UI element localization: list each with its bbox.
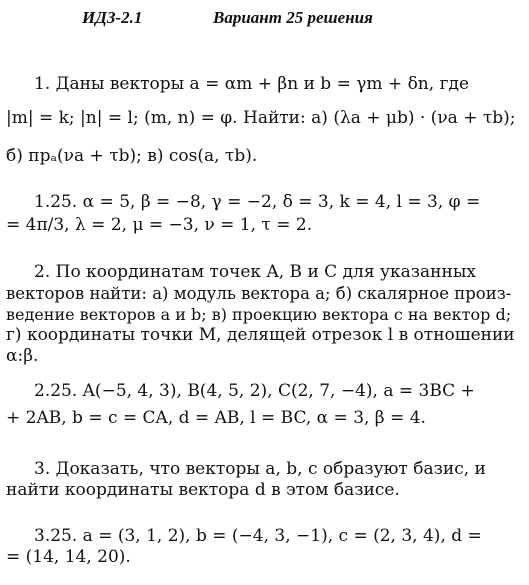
variant-2-line-2: + 2AB, b = c = CA, d = AB, l = BC, α = 3, β = 4. (6, 408, 426, 428)
assignment-code: ИДЗ-2.1 (82, 8, 143, 27)
problem-1-line-2: |m| = k; |n| = l; (m, n) = φ. Найти: а) (λa + μb) · (νa + τb); (6, 108, 516, 128)
problem-2-line-1: 2. По координатам точек A, B и C для указанных (34, 262, 476, 282)
problem-1-line-1: 1. Даны векторы a = αm + βn и b = γm + δn, где (34, 74, 470, 94)
problem-2-line-2: векторов найти: а) модуль вектора a; б) скалярное произ- (6, 284, 512, 303)
problem-3-line-2: найти координаты вектора d в этом базисе. (6, 480, 400, 500)
problem-2-line-4: г) координаты точки M, делящей отрезок l в отношении (6, 325, 515, 345)
variant-title: Вариант 25 решения (213, 8, 373, 27)
variant-2-line-1: 2.25. A(−5, 4, 3), B(4, 5, 2), C(2, 7, −4), a = 3BC + (34, 381, 475, 401)
variant-1-line-2: = 4π/3, λ = 2, μ = −3, ν = 1, τ = 2. (6, 215, 313, 235)
problem-1-line-3: б) прₐ(νa + τb); в) cos(a, τb). (6, 146, 258, 166)
variant-3-line-2: = (14, 14, 20). (6, 547, 131, 567)
problem-3-line-1: 3. Доказать, что векторы a, b, c образуют базис, и (34, 459, 486, 479)
variant-1-line-1: 1.25. α = 5, β = −8, γ = −2, δ = 3, k = 4, l = 3, φ = (34, 192, 481, 212)
problem-2-line-5: α:β. (6, 346, 39, 366)
variant-3-line-1: 3.25. a = (3, 1, 2), b = (−4, 3, −1), c = (2, 3, 4), d = (34, 526, 482, 546)
problem-2-line-3: ведение векторов a и b; в) проекцию вектора c на вектор d; (6, 305, 512, 324)
